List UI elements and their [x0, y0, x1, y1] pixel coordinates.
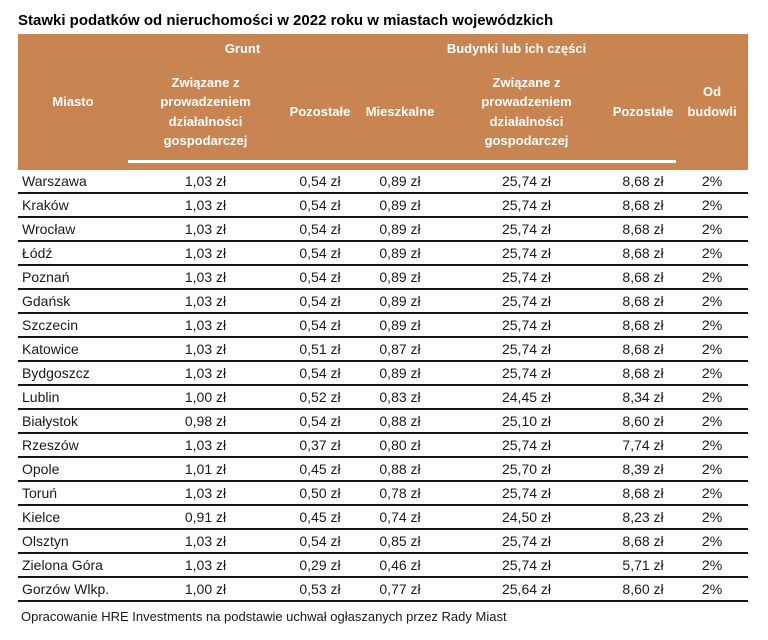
- city-cell: Rzeszów: [18, 433, 128, 457]
- value-cell: 25,74 zł: [443, 337, 610, 361]
- value-cell: 0,54 zł: [283, 241, 357, 265]
- city-cell: Warszawa: [18, 170, 128, 193]
- city-cell: Gorzów Wlkp.: [18, 577, 128, 601]
- city-cell: Katowice: [18, 337, 128, 361]
- header-budynki-mieszkalne: Mieszkalne: [357, 64, 443, 161]
- table-row: [18, 217, 748, 241]
- value-cell: 24,50 zł: [443, 505, 610, 529]
- value-cell: 0,54 zł: [283, 217, 357, 241]
- table-body: [18, 170, 748, 601]
- value-cell: 2%: [676, 457, 748, 481]
- value-cell: 0,45 zł: [283, 457, 357, 481]
- header-miasto: Miasto: [18, 34, 128, 170]
- value-cell: 25,74 zł: [443, 433, 610, 457]
- value-cell: 0,80 zł: [357, 433, 443, 457]
- source-note: Opracowanie HRE Investments na podstawie uchwał ogłaszanych przez Rady Miast: [21, 608, 507, 624]
- table-row: [18, 457, 748, 481]
- value-cell: 0,74 zł: [357, 505, 443, 529]
- header-grunt-dzialalnosc: [128, 64, 283, 161]
- value-cell: 2%: [676, 241, 748, 265]
- value-cell: 8,68 zł: [610, 241, 676, 265]
- value-cell: 2%: [676, 217, 748, 241]
- value-cell: 8,60 zł: [610, 409, 676, 433]
- value-cell: 2%: [676, 481, 748, 505]
- table-row: [18, 505, 748, 529]
- header-grunt-dzialalnosc-label: Związane z prowadzeniem działalności gospodarczej: [160, 74, 251, 149]
- value-cell: 25,74 zł: [443, 241, 610, 265]
- value-cell: 2%: [676, 529, 748, 553]
- value-cell: 2%: [676, 265, 748, 289]
- value-cell: 1,03 zł: [128, 553, 283, 577]
- city-cell: Olsztyn: [18, 529, 128, 553]
- value-cell: 0,85 zł: [357, 529, 443, 553]
- city-cell: Gdańsk: [18, 289, 128, 313]
- header-gap-cell: [128, 161, 283, 170]
- value-cell: 2%: [676, 337, 748, 361]
- value-cell: 1,03 zł: [128, 361, 283, 385]
- table-row: [18, 193, 748, 217]
- header-group-row: [18, 34, 748, 64]
- value-cell: 0,54 zł: [283, 529, 357, 553]
- value-cell: 1,03 zł: [128, 529, 283, 553]
- value-cell: 0,46 zł: [357, 553, 443, 577]
- value-cell: 25,74 zł: [443, 481, 610, 505]
- city-cell: Toruń: [18, 481, 128, 505]
- header-group-budynki: Budynki lub ich części: [357, 34, 676, 64]
- value-cell: 5,71 zł: [610, 553, 676, 577]
- value-cell: 8,60 zł: [610, 577, 676, 601]
- value-cell: 0,83 zł: [357, 385, 443, 409]
- table-row: [18, 553, 748, 577]
- value-cell: 0,89 zł: [357, 217, 443, 241]
- value-cell: 0,89 zł: [357, 265, 443, 289]
- value-cell: 2%: [676, 361, 748, 385]
- value-cell: 0,37 zł: [283, 433, 357, 457]
- value-cell: 0,91 zł: [128, 505, 283, 529]
- value-cell: 25,74 zł: [443, 289, 610, 313]
- value-cell: 25,70 zł: [443, 457, 610, 481]
- value-cell: 1,03 zł: [128, 433, 283, 457]
- value-cell: 8,68 zł: [610, 529, 676, 553]
- city-cell: Lublin: [18, 385, 128, 409]
- value-cell: 8,68 zł: [610, 289, 676, 313]
- value-cell: 1,03 zł: [128, 265, 283, 289]
- value-cell: 2%: [676, 505, 748, 529]
- table-row: [18, 265, 748, 289]
- table-row: [18, 241, 748, 265]
- value-cell: 0,88 zł: [357, 409, 443, 433]
- value-cell: 8,68 zł: [610, 337, 676, 361]
- value-cell: 1,03 zł: [128, 170, 283, 193]
- city-cell: Białystok: [18, 409, 128, 433]
- tax-table: [18, 34, 748, 602]
- header-gap-cell: [283, 161, 357, 170]
- header-od-budowli: [676, 34, 748, 170]
- header-group-grunt: Grunt: [128, 34, 357, 64]
- value-cell: 1,03 zł: [128, 217, 283, 241]
- table-row: [18, 170, 748, 193]
- value-cell: 25,74 zł: [443, 265, 610, 289]
- table-row: [18, 289, 748, 313]
- value-cell: 0,54 zł: [283, 409, 357, 433]
- value-cell: 0,53 zł: [283, 577, 357, 601]
- value-cell: 0,77 zł: [357, 577, 443, 601]
- value-cell: 2%: [676, 577, 748, 601]
- city-cell: Zielona Góra: [18, 553, 128, 577]
- value-cell: 2%: [676, 433, 748, 457]
- table-row: [18, 337, 748, 361]
- table-row: [18, 409, 748, 433]
- value-cell: 8,68 zł: [610, 193, 676, 217]
- value-cell: 2%: [676, 313, 748, 337]
- value-cell: 0,89 zł: [357, 170, 443, 193]
- city-cell: Poznań: [18, 265, 128, 289]
- header-budynki-dzialalnosc: [443, 64, 610, 161]
- value-cell: 1,00 zł: [128, 577, 283, 601]
- value-cell: 1,03 zł: [128, 289, 283, 313]
- value-cell: 7,74 zł: [610, 433, 676, 457]
- table-row: [18, 313, 748, 337]
- value-cell: 1,00 zł: [128, 385, 283, 409]
- value-cell: 8,68 zł: [610, 313, 676, 337]
- value-cell: 0,54 zł: [283, 193, 357, 217]
- value-cell: 0,89 zł: [357, 241, 443, 265]
- value-cell: 0,89 zł: [357, 313, 443, 337]
- header-budynki-dzialalnosc-label: Związane z prowadzeniem działalności gospodarczej: [481, 74, 572, 149]
- value-cell: 0,89 zł: [357, 361, 443, 385]
- value-cell: 25,74 zł: [443, 553, 610, 577]
- value-cell: 0,87 zł: [357, 337, 443, 361]
- value-cell: 2%: [676, 553, 748, 577]
- value-cell: 0,88 zł: [357, 457, 443, 481]
- header-grunt-pozostale: Pozostałe: [283, 64, 357, 161]
- value-cell: 2%: [676, 289, 748, 313]
- value-cell: 8,34 zł: [610, 385, 676, 409]
- city-cell: Kielce: [18, 505, 128, 529]
- header-od-budowli-label: Od budowli: [687, 84, 737, 119]
- value-cell: 1,03 zł: [128, 241, 283, 265]
- header-gap-cell: [357, 161, 443, 170]
- value-cell: 0,89 zł: [357, 289, 443, 313]
- value-cell: 8,68 zł: [610, 170, 676, 193]
- header-gap-row: [18, 161, 748, 170]
- value-cell: 0,51 zł: [283, 337, 357, 361]
- value-cell: 25,74 zł: [443, 193, 610, 217]
- value-cell: 24,45 zł: [443, 385, 610, 409]
- table-row: [18, 481, 748, 505]
- value-cell: 0,45 zł: [283, 505, 357, 529]
- city-cell: Łódź: [18, 241, 128, 265]
- page-title: Stawki podatków od nieruchomości w 2022 roku w miastach wojewódzkich: [18, 12, 554, 29]
- city-cell: Szczecin: [18, 313, 128, 337]
- value-cell: 25,64 zł: [443, 577, 610, 601]
- value-cell: 1,03 zł: [128, 337, 283, 361]
- value-cell: 0,98 zł: [128, 409, 283, 433]
- table-row: [18, 385, 748, 409]
- value-cell: 1,03 zł: [128, 313, 283, 337]
- value-cell: 0,29 zł: [283, 553, 357, 577]
- city-cell: Wrocław: [18, 217, 128, 241]
- value-cell: 0,54 zł: [283, 265, 357, 289]
- value-cell: 0,54 zł: [283, 361, 357, 385]
- value-cell: 1,01 zł: [128, 457, 283, 481]
- value-cell: 0,54 zł: [283, 170, 357, 193]
- value-cell: 0,52 zł: [283, 385, 357, 409]
- value-cell: 8,68 zł: [610, 265, 676, 289]
- header-gap-cell: [443, 161, 610, 170]
- value-cell: 0,50 zł: [283, 481, 357, 505]
- value-cell: 0,78 zł: [357, 481, 443, 505]
- value-cell: 8,39 zł: [610, 457, 676, 481]
- value-cell: 0,54 zł: [283, 313, 357, 337]
- value-cell: 25,74 zł: [443, 529, 610, 553]
- value-cell: 2%: [676, 409, 748, 433]
- header-sub-row: [18, 64, 748, 161]
- value-cell: 2%: [676, 170, 748, 193]
- city-cell: Bydgoszcz: [18, 361, 128, 385]
- value-cell: 1,03 zł: [128, 481, 283, 505]
- value-cell: 8,23 zł: [610, 505, 676, 529]
- table-row: [18, 433, 748, 457]
- value-cell: 25,74 zł: [443, 313, 610, 337]
- table-header: [18, 34, 748, 170]
- value-cell: 25,74 zł: [443, 170, 610, 193]
- value-cell: 8,68 zł: [610, 481, 676, 505]
- value-cell: 25,74 zł: [443, 361, 610, 385]
- city-cell: Opole: [18, 457, 128, 481]
- value-cell: 2%: [676, 385, 748, 409]
- table-row: [18, 361, 748, 385]
- table-row: [18, 529, 748, 553]
- value-cell: 25,10 zł: [443, 409, 610, 433]
- header-budynki-pozostale: Pozostałe: [610, 64, 676, 161]
- header-gap-cell: [610, 161, 676, 170]
- value-cell: 8,68 zł: [610, 217, 676, 241]
- value-cell: 25,74 zł: [443, 217, 610, 241]
- value-cell: 0,89 zł: [357, 193, 443, 217]
- value-cell: 8,68 zł: [610, 361, 676, 385]
- city-cell: Kraków: [18, 193, 128, 217]
- value-cell: 1,03 zł: [128, 193, 283, 217]
- value-cell: 2%: [676, 193, 748, 217]
- table-row: [18, 577, 748, 601]
- value-cell: 0,54 zł: [283, 289, 357, 313]
